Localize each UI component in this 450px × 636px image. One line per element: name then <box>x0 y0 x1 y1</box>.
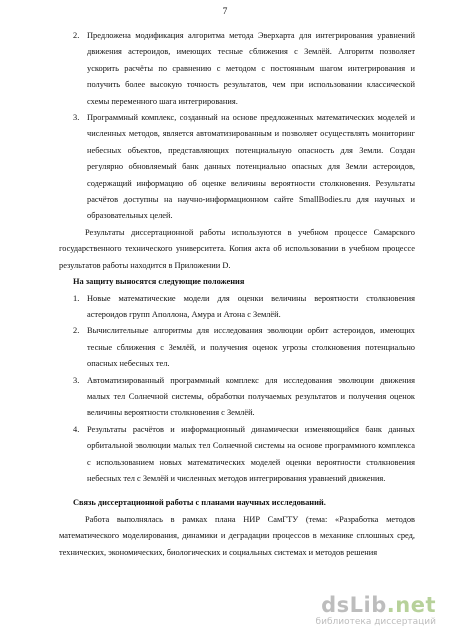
page-body <box>59 28 415 561</box>
list-item-text: Предложена модификация алгоритма метода Эверхарта для интегрирования уравнений движения астероидов, имеющих тесные сближения с Землёй. Алгоритм позволяет ускорить расчёты по сравнению с методом с постоянным шагом интегрирования и получить более высокую точность результатов, чем при использовании классической схемы переменного шага интегрирования. <box>87 31 415 106</box>
watermark-brand-main: dsLib <box>321 593 387 617</box>
relation-heading: Связь диссертационной работы с планами научных исследований. <box>73 498 326 508</box>
list-item-number: 3. <box>73 113 80 123</box>
watermark-caption: библиотека диссертаций <box>315 617 436 627</box>
watermark-brand <box>308 594 436 616</box>
list-item <box>59 291 415 324</box>
usage-paragraph: Результаты диссертационной работы используются в учебном процессе Самарского государственного технического университета. Копия акта об использовании в учебном процессе результатов работы находится в Приложении D. <box>59 227 415 270</box>
list-item-number: 1. <box>73 293 80 303</box>
list-item <box>59 28 415 110</box>
list-item <box>59 323 415 372</box>
list-item <box>59 373 415 422</box>
list-item-number: 2. <box>73 31 80 40</box>
list-item-text: Новые математические модели для оценки величины вероятности столкновения астероидов групп Аполлона, Амура и Атона с Землёй. <box>87 293 415 319</box>
list-item-number: 4. <box>73 424 80 434</box>
list-item <box>59 422 415 488</box>
defense-heading: На защиту выносятся следующие положения <box>73 277 245 287</box>
page-number: 7 <box>222 7 228 17</box>
list-item-number: 2. <box>73 326 80 336</box>
defense-list <box>59 291 415 488</box>
list-item-text: Результаты расчётов и информационный динамически изменяющийся банк данных орбитальной эволюции малых тел Солнечной системы на основе программного комплекса с использованием новых математических моделей оценки вероятности столкновения небесных тел с Землёй и численных методов интегрирования уравнений движения. <box>87 424 415 483</box>
list-item-text: Программный комплекс, созданный на основе предложенных математических моделей и численных методов, является автоматизированным и позволяет осуществлять мониторинг небесных объектов, представляющих потенциальную опасность для Земли. Создан регулярно обновляемый банк данных потенциально опасных для Земли астероидов, содержащий информацию об оценке величины вероятности столкновения. Результаты расчётов доступны на научно-информационном сайте SmallBodies.ru для научных и образовательных целей. <box>87 113 415 221</box>
list-item-text: Вычислительные алгоритмы для исследования эволюции орбит астероидов, имеющих тесные сближения с Землёй, и получения оценок угрозы столкновения потенциально опасных небесных тел. <box>87 326 415 369</box>
list-item-number: 3. <box>73 375 80 385</box>
list-item <box>59 110 415 225</box>
relation-paragraph: Работа выполнялась в рамках плана НИР СамГТУ (тема: «Разработка методов математического моделирования, динамики и деградации процессов в механике сплошных сред, технических, экономических, биологических и социальных системах и методов решения <box>59 514 415 557</box>
watermark-brand-suffix: .net <box>386 593 436 617</box>
watermark-logo <box>308 594 436 630</box>
results-list <box>59 28 415 225</box>
list-item-text: Автоматизированный программный комплекс для исследования эволюции движения малых тел Солнечной системы, обработки получаемых результатов и получения оценок величины вероятности столкновения с Землёй. <box>87 375 415 418</box>
